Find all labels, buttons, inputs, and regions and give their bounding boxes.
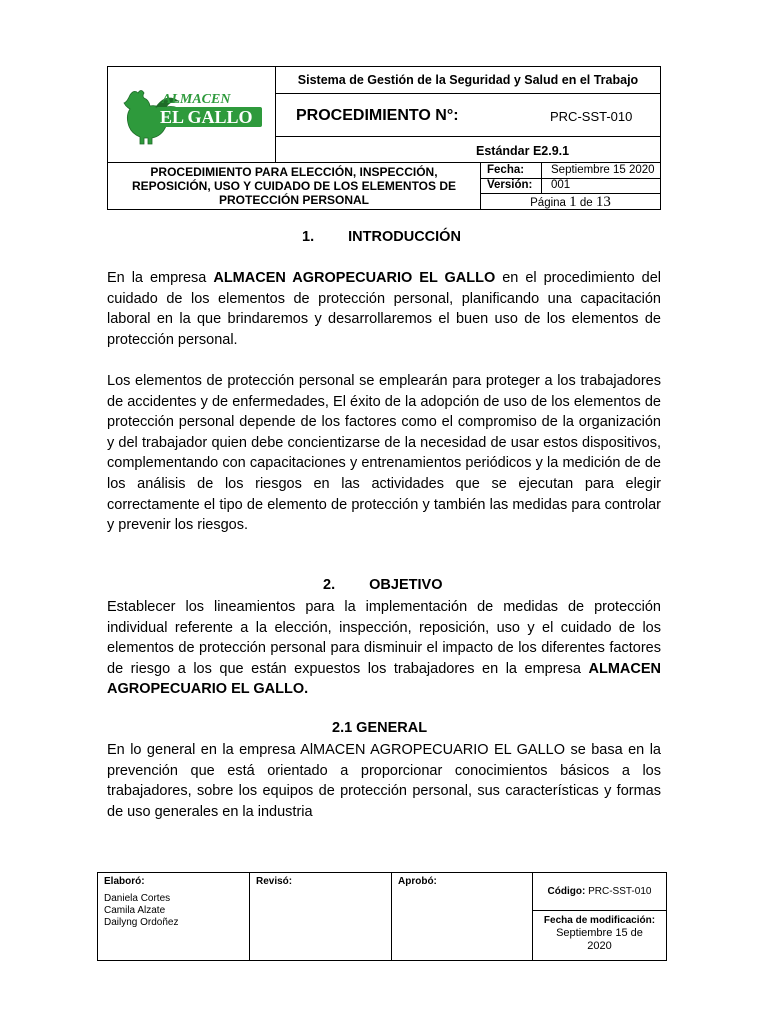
page-current: 1 [569, 194, 577, 210]
document-meta [481, 163, 660, 209]
author-name: Daniela Cortes [104, 893, 171, 904]
standard-row [108, 137, 660, 162]
company-name: ALMACEN AGROPECUARIO EL GALLO [213, 270, 496, 286]
procedure-row [276, 94, 660, 137]
standard-label: Estándar E2.9.1 [476, 144, 570, 158]
date-value: Septiembre 15 2020 [551, 164, 655, 176]
date-label: Fecha: [487, 164, 525, 176]
reviso-label: Revisó: [256, 876, 293, 887]
elaboro-names [104, 893, 178, 929]
document-title-line: PROCEDIMIENTO PARA ELECCIÓN, INSPECCIÓN, [150, 165, 438, 179]
section-title: OBJETIVO [369, 577, 443, 593]
elaboro-label: Elaboró: [104, 876, 145, 887]
text: En la empresa [107, 270, 214, 286]
section-1-heading [302, 229, 461, 245]
page-total: 13 [595, 194, 611, 210]
aprobo-label: Aprobó: [398, 876, 437, 887]
mod-value-line: 2020 [587, 940, 612, 952]
document-title-line: REPOSICIÓN, USO Y CUIDADO DE LOS ELEMENTOS DE [131, 179, 457, 193]
version-row [481, 178, 660, 194]
objective-paragraph [107, 597, 661, 700]
text: en el procedimiento del cuidado de los elementos de protección personal, planificando una capacitación laboral en la que brindaremos y desarrollaremos el buen uso de los elementos de protección personal. [107, 270, 661, 348]
procedure-code: PRC-SST-010 [550, 109, 633, 124]
modification-date [533, 910, 666, 960]
mod-value-line: Septiembre 15 de [556, 927, 643, 939]
version-label: Versión: [487, 179, 533, 191]
company-name: ALMACEN AGROPECUARIO EL GALLO. [107, 660, 661, 698]
text: Establecer los lineamientos para la implementación de medidas de protección individual referente a la elección, inspección, reposición, uso y el cuidado de los elementos de protección personal para disminuir el impacto de los diferentes factores de riesgo a los que están expuestos los trabajadores en la empresa [107, 599, 661, 677]
version-value: 001 [551, 179, 571, 191]
aprobo-cell [392, 873, 533, 960]
code-label: Código: [547, 886, 586, 897]
title-meta-row [108, 162, 660, 209]
section-2-1-heading: 2.1 GENERAL [332, 720, 428, 736]
section-2-heading [323, 577, 442, 593]
section-number: 1. [302, 229, 315, 245]
mod-label: Fecha de modificación: [543, 915, 656, 926]
section-title: INTRODUCCIÓN [348, 229, 461, 245]
footer-code [533, 873, 666, 911]
system-title: Sistema de Gestión de la Seguridad y Salud en el Trabajo [276, 67, 660, 94]
author-name: Camila Alzate [104, 905, 166, 916]
page-word: Página [530, 197, 566, 209]
elaboro-cell [98, 873, 250, 960]
logo-line1: ALMACEN [162, 92, 231, 107]
intro-paragraph-1 [107, 268, 661, 350]
date-row [481, 163, 660, 179]
author-name: Dailyng Ordoñez [104, 917, 179, 928]
code-value: PRC-SST-010 [588, 886, 652, 897]
intro-paragraph-2: Los elementos de protección personal se emplearán para proteger a los trabajadores de accidentes y de enfermedades, El éxito de la adopción de uso de los elementos de protección personal depende de los factores como el compromiso de la organización y del trabajador quien debe concientizarse de la necesidad de usar estos dispositivos, complementando con capacitaciones y entrenamientos periódicos y la medición de de los análisis de los riesgos en las actividades que se ejecutan para elegir correctamente el tipo de elemento de protección y también las medidas para controlar y prevenir los riesgos. [107, 373, 661, 534]
reviso-cell [250, 873, 392, 960]
page-indicator [481, 193, 660, 211]
procedure-label: PROCEDIMIENTO N°: [296, 107, 459, 124]
section-number: 2. [323, 577, 336, 593]
document-title-line: PROTECCIÓN PERSONAL [218, 193, 369, 207]
document-header-table [107, 66, 661, 210]
general-paragraph: En lo general en la empresa AlMACEN AGROPECUARIO EL GALLO se basa en la prevención que está orientado a proporcionar conocimientos básicos a los trabajadores, sobre los equipos de protección personal, sus características y formas de uso generales en la industria [107, 742, 661, 820]
code-date-cell [533, 873, 666, 960]
page-of: de [579, 197, 593, 209]
logo-line2: EL GALLO [160, 107, 253, 127]
document-title [108, 163, 481, 209]
approval-footer-table [97, 872, 667, 961]
